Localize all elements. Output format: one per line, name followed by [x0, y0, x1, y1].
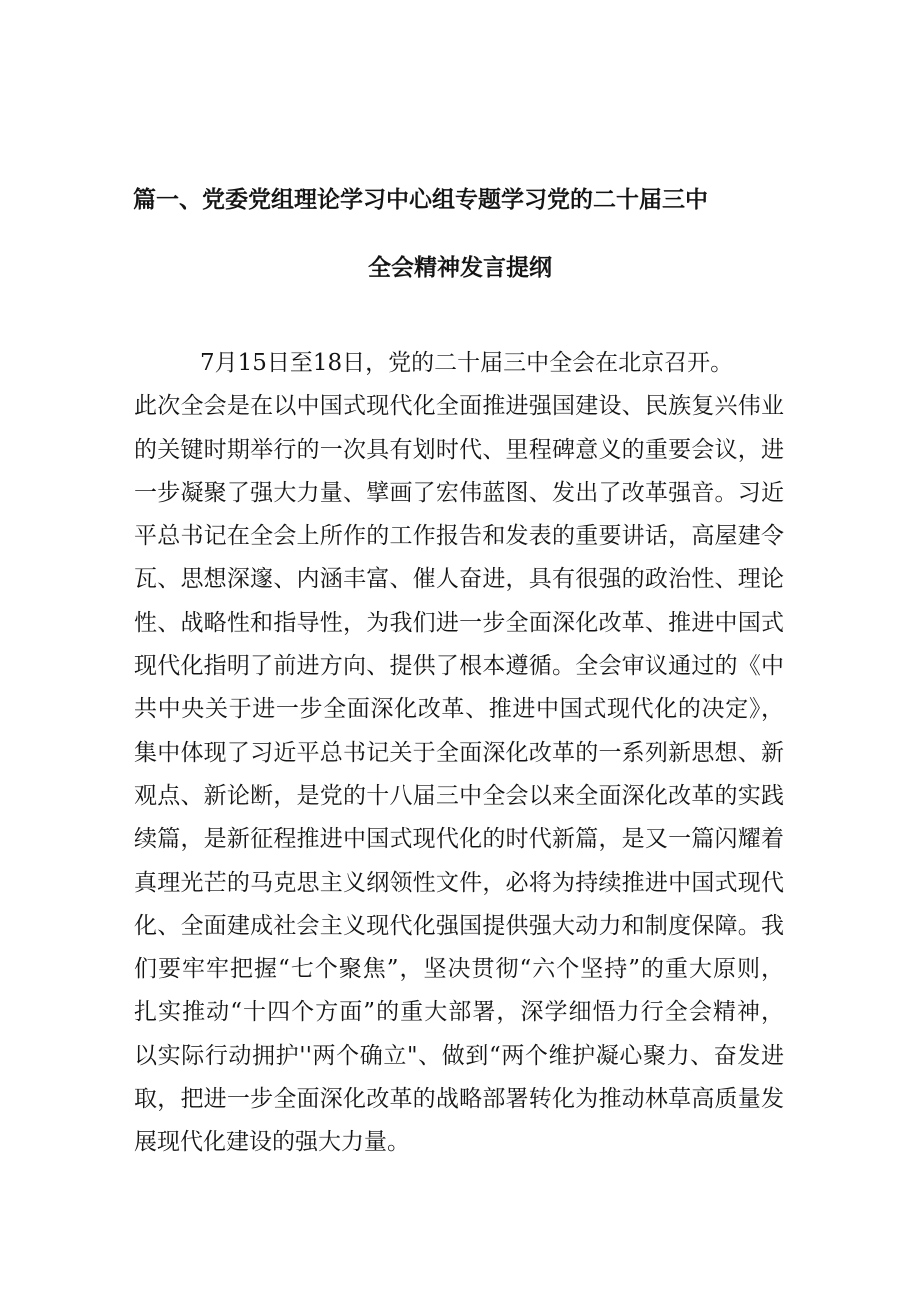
body-line: 现代化指明了前进方向、提供了根本遵循。全会审议通过的《中: [134, 653, 784, 680]
body-line: 集中体现了习近平总书记关于全面深化改革的一系列新思想、新: [134, 739, 784, 766]
body-line: 化、全面建成社会主义现代化强国提供强大动力和制度保障。我: [134, 912, 784, 939]
body-line: 续篇，是新征程推进中国式现代化的时代新篇，是又一篇闪耀着: [134, 826, 784, 853]
body-line: 一步凝聚了强大力量、擘画了宏伟蓝图、发出了改革强音。习近: [134, 479, 784, 506]
body-line: 取，把进一步全面深化改革的战略部署转化为推动林草高质量发: [134, 1086, 784, 1113]
body-paragraph: [134, 342, 784, 1165]
body-line: 7月15日至18日，党的二十届三中全会在北京召开。: [200, 350, 734, 376]
body-line: 扎实推动“十四个方面”的重大部署，深学细悟力行全会精神，: [134, 999, 784, 1026]
body-line: 性、战略性和指导性，为我们进一步全面深化改革、推进中国式: [134, 609, 784, 636]
document-title-line-2: 全会精神发言提纲: [368, 255, 552, 281]
body-line: 展现代化建设的强大力量。: [134, 1129, 410, 1156]
body-line: 们要牢牢把握“七个聚焦”，坚决贯彻“六个坚持”的重大原则，: [134, 956, 784, 983]
body-line: 共中央关于进一步全面深化改革、推进中国式现代化的决定》，: [134, 696, 784, 723]
body-line: 真理光芒的马克思主义纲领性文件，必将为持续推进中国式现代: [134, 869, 784, 896]
body-line: 的关键时期举行的一次具有划时代、里程碑意义的重要会议，进: [134, 436, 784, 463]
body-line: 平总书记在全会上所作的工作报告和发表的重要讲话，高屋建令: [134, 523, 784, 550]
document-title-line-1: 篇一、党委党组理论学习中心组专题学习党的二十届三中: [133, 187, 708, 213]
body-line: 以实际行动拥护''两个确立"、做到“两个维护凝心聚力、奋发进: [134, 1042, 784, 1069]
body-line: 观点、新论断，是党的十八届三中全会以来全面深化改革的实践: [134, 782, 784, 809]
body-line: 此次全会是在以中国式现代化全面推进强国建设、民族复兴伟业: [134, 393, 784, 420]
body-line: 瓦、思想深邃、内涵丰富、催人奋进，具有很强的政治性、理论: [134, 566, 784, 593]
